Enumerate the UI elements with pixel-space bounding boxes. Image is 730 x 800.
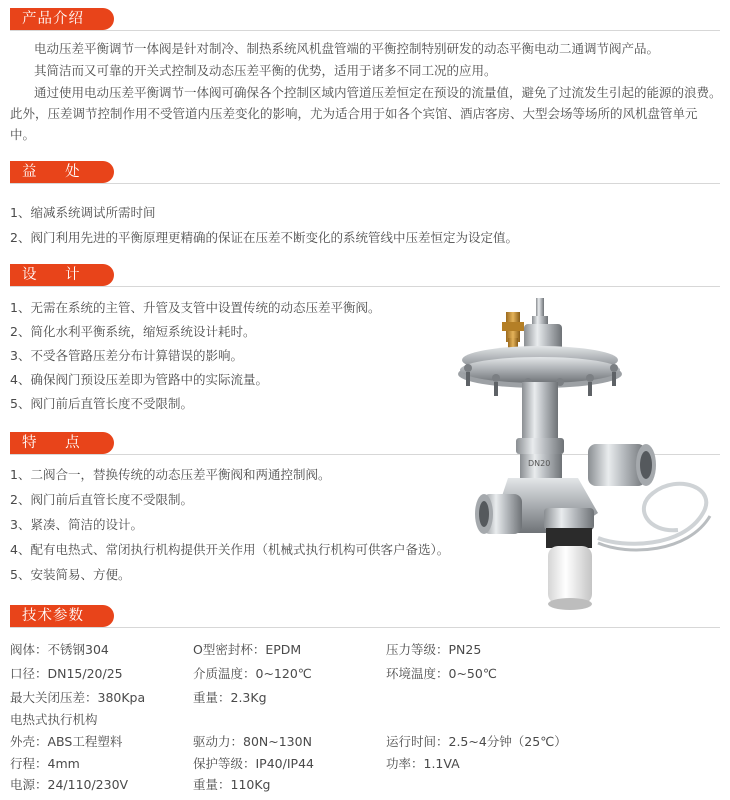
spec-drive-force: 驱动力：80N~130N	[193, 734, 312, 749]
brass-fitting	[502, 312, 524, 350]
section-divider	[10, 627, 720, 628]
casting-mark: DN20	[528, 459, 551, 468]
spec-shell: 外壳：ABS工程塑料	[10, 734, 123, 749]
feature-item: 4、配有电热式、常闭执行机构提供开关作用（机械式执行机构可供客户备选）。	[10, 542, 450, 557]
section-title-intro: 产品介绍	[10, 8, 114, 30]
benefit-item: 1、缩减系统调试所需时间	[10, 205, 156, 220]
spec-actuator-heading: 电热式执行机构	[10, 712, 98, 727]
design-item: 2、简化水利平衡系统，缩短系统设计耗时。	[10, 324, 256, 339]
section-title-benefits: 益 处	[10, 161, 114, 183]
spec-stroke: 行程：4mm	[10, 756, 80, 771]
feature-item: 3、紧凑、简洁的设计。	[10, 517, 143, 532]
spec-power: 功率：1.1VA	[386, 756, 460, 771]
spec-max-close-dp: 最大关闭压差：380Kpa	[10, 690, 146, 705]
section-title-design: 设 计	[10, 264, 114, 286]
intro-paragraph-1: 电动压差平衡调节一体阀是针对制冷、制热系统风机盘管端的平衡控制特别研发的动态平衡电动二通调节阀产品。	[34, 41, 660, 56]
feature-item: 5、安装简易、方便。	[10, 567, 131, 582]
section-divider	[10, 183, 720, 184]
valve-product-image	[448, 298, 730, 618]
spec-protection: 保护等级：IP40/IP44	[193, 756, 314, 771]
actuator-head	[548, 546, 592, 604]
spec-actuator-weight: 重量：110Kg	[193, 777, 271, 792]
section-title-specs: 技术参数	[10, 605, 114, 627]
section-title-features: 特 点	[10, 432, 114, 454]
design-item: 1、无需在系统的主管、升管及支管中设置传统的动态压差平衡阀。	[10, 300, 381, 315]
feature-item: 1、二阀合一，替换传统的动态压差平衡阀和两通控制阀。	[10, 467, 331, 482]
spec-medium-temp: 介质温度：0~120℃	[193, 666, 312, 681]
spec-env-temp: 环境温度：0~50℃	[386, 666, 497, 681]
design-item: 3、不受各管路压差分布计算错误的影响。	[10, 348, 243, 363]
feature-item: 2、阀门前后直管长度不受限制。	[10, 492, 193, 507]
benefit-item: 2、阀门利用先进的平衡原理更精确的保证在压差不断变化的系统管线中压差恒定为设定值。	[10, 230, 518, 245]
design-item: 5、阀门前后直管长度不受限制。	[10, 396, 193, 411]
spec-weight: 重量：2.3Kg	[193, 690, 267, 705]
design-item: 4、确保阀门预设压差即为管路中的实际流量。	[10, 372, 268, 387]
spec-oring: O型密封杯：EPDM	[193, 642, 302, 657]
section-divider	[10, 286, 720, 287]
spec-run-time: 运行时间：2.5~4分钟（25℃）	[386, 734, 567, 749]
spec-pressure-class: 压力等级：PN25	[386, 642, 482, 657]
intro-paragraph-2: 其简洁而又可靠的开关式控制及动态压差平衡的优势，适用于诸多不同工况的应用。	[34, 63, 497, 78]
intro-paragraph-3: 通过使用电动压差平衡调节一体阀可确保各个控制区域内管道压差恒定在预设的流量值，避免了过流发生引起的能源的浪费。此外，压差调节控制作用不受管道内压差变化的影响，尤为适合用于如各个宾馆、酒店客房、大型会场等场所的风机盘管单元中。	[10, 85, 722, 142]
spec-body-material: 阀体：不锈钢304	[10, 642, 109, 657]
actuator-collar	[544, 508, 594, 530]
spec-diameter: 口径：DN15/20/25	[10, 666, 123, 681]
spec-supply: 电源：24/110/230V	[10, 777, 129, 792]
section-divider	[10, 30, 720, 31]
